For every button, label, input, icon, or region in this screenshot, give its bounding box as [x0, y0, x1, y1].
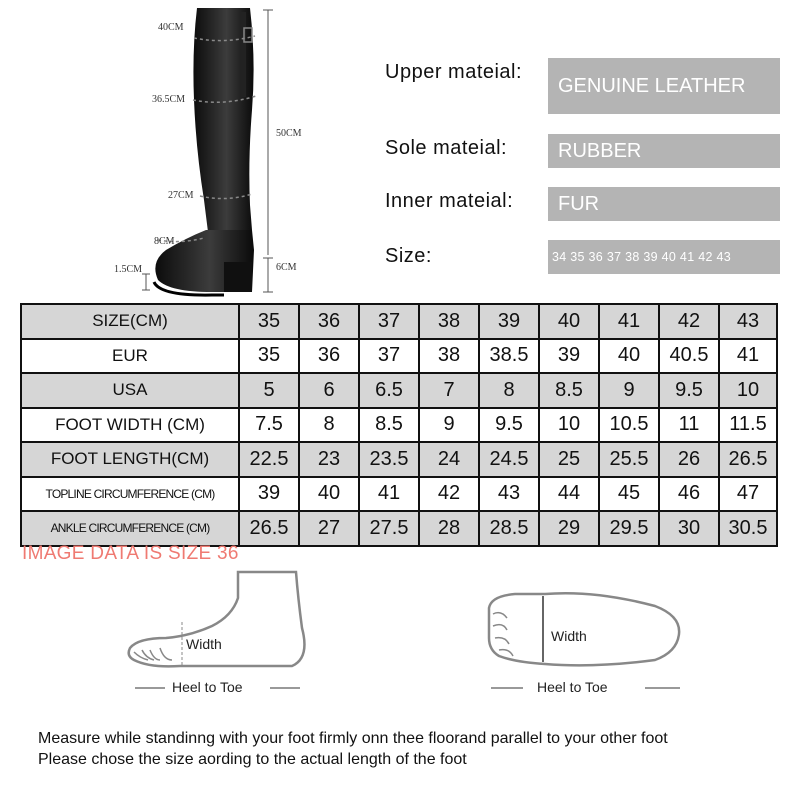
size-table-cell: 44 [539, 477, 599, 512]
spec-value-sole: RUBBER [548, 134, 780, 168]
size-table-cell: 22.5 [239, 442, 299, 477]
size-table-cell: 23.5 [359, 442, 419, 477]
spec-label-sole: Sole mateial: [385, 137, 508, 159]
size-table-cell: 9.5 [659, 373, 719, 408]
size-table-cell: 10 [539, 408, 599, 443]
dim-label-platform: 1.5CM [114, 264, 143, 275]
size-table-cell: 42 [419, 477, 479, 512]
size-table-cell: 24.5 [479, 442, 539, 477]
dim-label-calf: 36.5CM [152, 94, 186, 105]
size-table-cell: 8 [299, 408, 359, 443]
size-table-cell: 38 [419, 304, 479, 339]
size-table-cell: 40.5 [659, 339, 719, 374]
size-table-cell: 39 [239, 477, 299, 512]
instruction-line-1: Measure while standinng with your foot firmly onn thee floorand parallel to your other foot [38, 730, 668, 747]
size-table-cell: 36 [299, 339, 359, 374]
size-table-cell: 8 [479, 373, 539, 408]
size-table-cell: 37 [359, 339, 419, 374]
size-table-row-header: FOOT LENGTH(CM) [21, 442, 239, 477]
size-table-cell: 8.5 [539, 373, 599, 408]
spec-value-size: 34 35 36 37 38 39 40 41 42 43 [548, 240, 780, 274]
size-table-cell: 41 [719, 339, 777, 374]
size-table-cell: 41 [359, 477, 419, 512]
size-table-cell: 23 [299, 442, 359, 477]
size-table-cell: 29 [539, 511, 599, 546]
size-table-cell: 6 [299, 373, 359, 408]
size-table-cell: 8.5 [359, 408, 419, 443]
size-table-cell: 47 [719, 477, 777, 512]
size-table-cell: 46 [659, 477, 719, 512]
size-table-row [21, 477, 777, 512]
size-table-row-header: EUR [21, 339, 239, 374]
boot-image [100, 0, 360, 300]
size-table-row [21, 373, 777, 408]
size-table-cell: 42 [659, 304, 719, 339]
size-table-cell: 35 [239, 304, 299, 339]
size-table-cell: 30.5 [719, 511, 777, 546]
size-table-cell: 28 [419, 511, 479, 546]
dim-label-heel-height: 6CM [276, 262, 297, 273]
size-table-row-header: ANKLE CIRCUMFERENCE (CM) [21, 511, 239, 546]
size-table-cell: 27.5 [359, 511, 419, 546]
size-table-cell: 27 [299, 511, 359, 546]
size-table-cell: 6.5 [359, 373, 419, 408]
size-table-cell: 7.5 [239, 408, 299, 443]
spec-label-size: Size: [385, 245, 432, 267]
size-table-cell: 26.5 [719, 442, 777, 477]
size-table-cell: 11 [659, 408, 719, 443]
size-table-cell: 26 [659, 442, 719, 477]
size-table-cell: 10 [719, 373, 777, 408]
size-table-cell: 41 [599, 304, 659, 339]
boot-measurement-illustration [100, 0, 360, 300]
size-table-cell: 24 [419, 442, 479, 477]
size-table-row-header: SIZE(CM) [21, 304, 239, 339]
size-table-cell: 37 [359, 304, 419, 339]
size-table-cell: 9 [599, 373, 659, 408]
size-table-row [21, 511, 777, 546]
size-table-row [21, 304, 777, 339]
size-table-row [21, 408, 777, 443]
size-table-cell: 7 [419, 373, 479, 408]
instruction-line-2: Please chose the size aording to the actual length of the foot [38, 751, 467, 768]
size-table-cell: 43 [719, 304, 777, 339]
size-table-cell: 9.5 [479, 408, 539, 443]
size-table-cell: 38 [419, 339, 479, 374]
size-table-cell: 26.5 [239, 511, 299, 546]
size-table-cell: 11.5 [719, 408, 777, 443]
foot-top-length-label: Heel to Toe [537, 679, 608, 695]
size-table-cell: 39 [479, 304, 539, 339]
size-table-cell: 10.5 [599, 408, 659, 443]
foot-top-diagram [485, 590, 685, 700]
image-data-note: IMAGE DATA IS SIZE 36 [22, 543, 239, 564]
size-table-row-header: TOPLINE CIRCUMFERENCE (CM) [21, 477, 239, 512]
size-table-row [21, 339, 777, 374]
dim-label-topline: 40CM [158, 22, 184, 33]
size-table-cell: 28.5 [479, 511, 539, 546]
spec-value-inner: FUR [548, 187, 780, 221]
size-table-row-header: FOOT WIDTH (CM) [21, 408, 239, 443]
spec-label-inner: Inner mateial: [385, 190, 514, 212]
size-table-cell: 30 [659, 511, 719, 546]
size-table-cell: 9 [419, 408, 479, 443]
spec-label-upper: Upper mateial: [385, 61, 523, 83]
size-table-cell: 45 [599, 477, 659, 512]
size-table-row-header: USA [21, 373, 239, 408]
size-table-cell: 25 [539, 442, 599, 477]
size-table-cell: 40 [599, 339, 659, 374]
size-table-cell: 38.5 [479, 339, 539, 374]
size-table-cell: 40 [299, 477, 359, 512]
size-table-cell: 35 [239, 339, 299, 374]
size-table-row [21, 442, 777, 477]
size-table-cell: 39 [539, 339, 599, 374]
size-table-cell: 25.5 [599, 442, 659, 477]
foot-side-diagram [120, 568, 320, 698]
size-table-cell: 36 [299, 304, 359, 339]
foot-side-width-label: Width [186, 636, 222, 652]
size-table-cell: 5 [239, 373, 299, 408]
foot-top-width-label: Width [551, 628, 587, 644]
dim-label-ankle: 27CM [168, 190, 194, 201]
dim-label-shaft-height: 50CM [276, 128, 302, 139]
spec-value-upper: GENUINE LEATHER [548, 58, 780, 114]
dim-label-instep: 8CM [154, 236, 175, 247]
foot-side-length-label: Heel to Toe [172, 679, 243, 695]
size-table-cell: 29.5 [599, 511, 659, 546]
size-chart-table [20, 303, 778, 547]
size-table-cell: 40 [539, 304, 599, 339]
size-table-cell: 43 [479, 477, 539, 512]
